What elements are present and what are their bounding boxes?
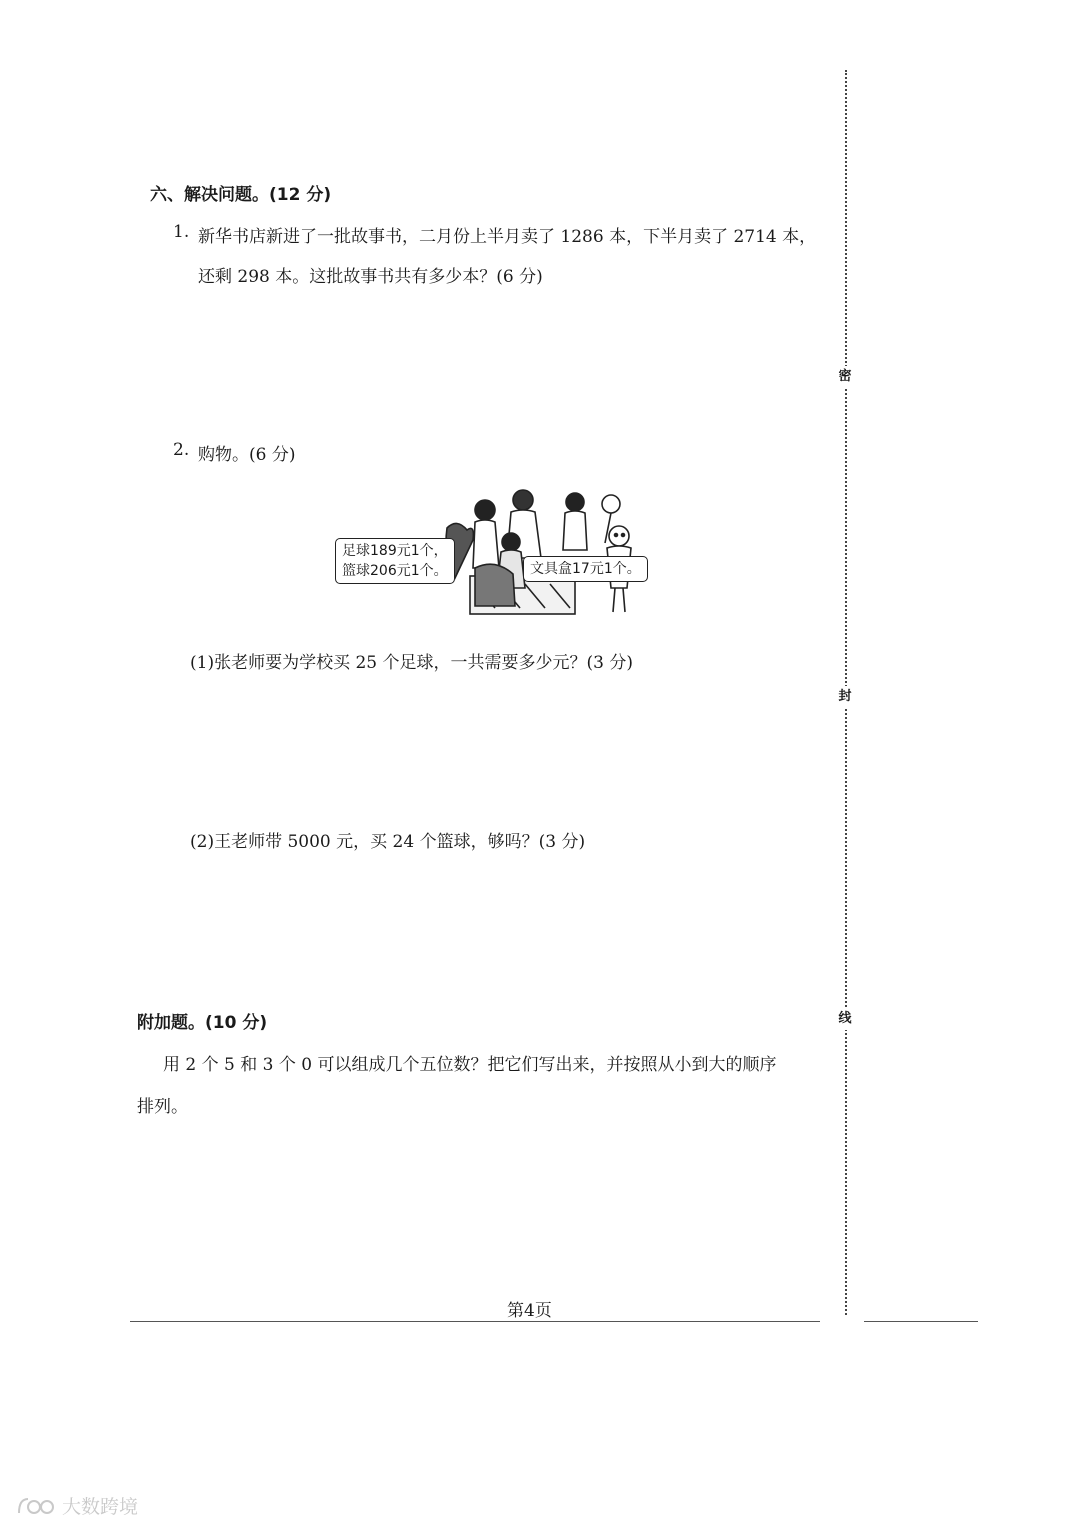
bonus-line-2: 排列。	[137, 1097, 188, 1117]
shopping-illustration	[335, 488, 675, 618]
footer-rule-right	[864, 1321, 978, 1322]
seal-char-feng: 封	[836, 686, 854, 708]
footer-rule-left	[130, 1321, 820, 1322]
question-2-sub-1: (1)张老师要为学校买 25 个足球，一共需要多少元？(3 分)	[190, 653, 634, 673]
watermark-text: 大数跨境	[62, 1496, 139, 1518]
page-number: 第4页	[507, 1301, 552, 1321]
price-bubble-pencil-box: 文具盒17元1个。	[523, 556, 648, 582]
question-2-title: 购物。(6 分)	[198, 445, 296, 465]
price-football: 足球189元1个，	[342, 543, 448, 559]
seal-char-mi: 密	[836, 366, 854, 388]
seal-char-xian: 线	[836, 1008, 854, 1030]
price-basketball: 篮球206元1个。	[342, 563, 448, 579]
question-2-sub-2: (2)王老师带 5000 元，买 24 个篮球，够吗？(3 分)	[190, 832, 586, 852]
watermark-logo-icon	[16, 1495, 56, 1517]
question-1-number: 1.	[173, 222, 190, 242]
bonus-line-1: 用 2 个 5 和 3 个 0 可以组成几个五位数？把它们写出来，并按照从小到大的顺序	[163, 1055, 777, 1075]
section-title-6: 六、解决问题。(12 分)	[150, 185, 332, 205]
question-1-line-2: 还剩 298 本。这批故事书共有多少本？(6 分)	[198, 267, 543, 287]
price-bubble-balls	[335, 538, 455, 584]
question-2-number: 2.	[173, 440, 190, 460]
watermark	[16, 1492, 138, 1519]
bonus-title: 附加题。(10 分)	[137, 1013, 268, 1033]
question-1-line-1: 新华书店新进了一批故事书，二月份上半月卖了 1286 本，下半月卖了 2714 本，	[198, 227, 817, 247]
